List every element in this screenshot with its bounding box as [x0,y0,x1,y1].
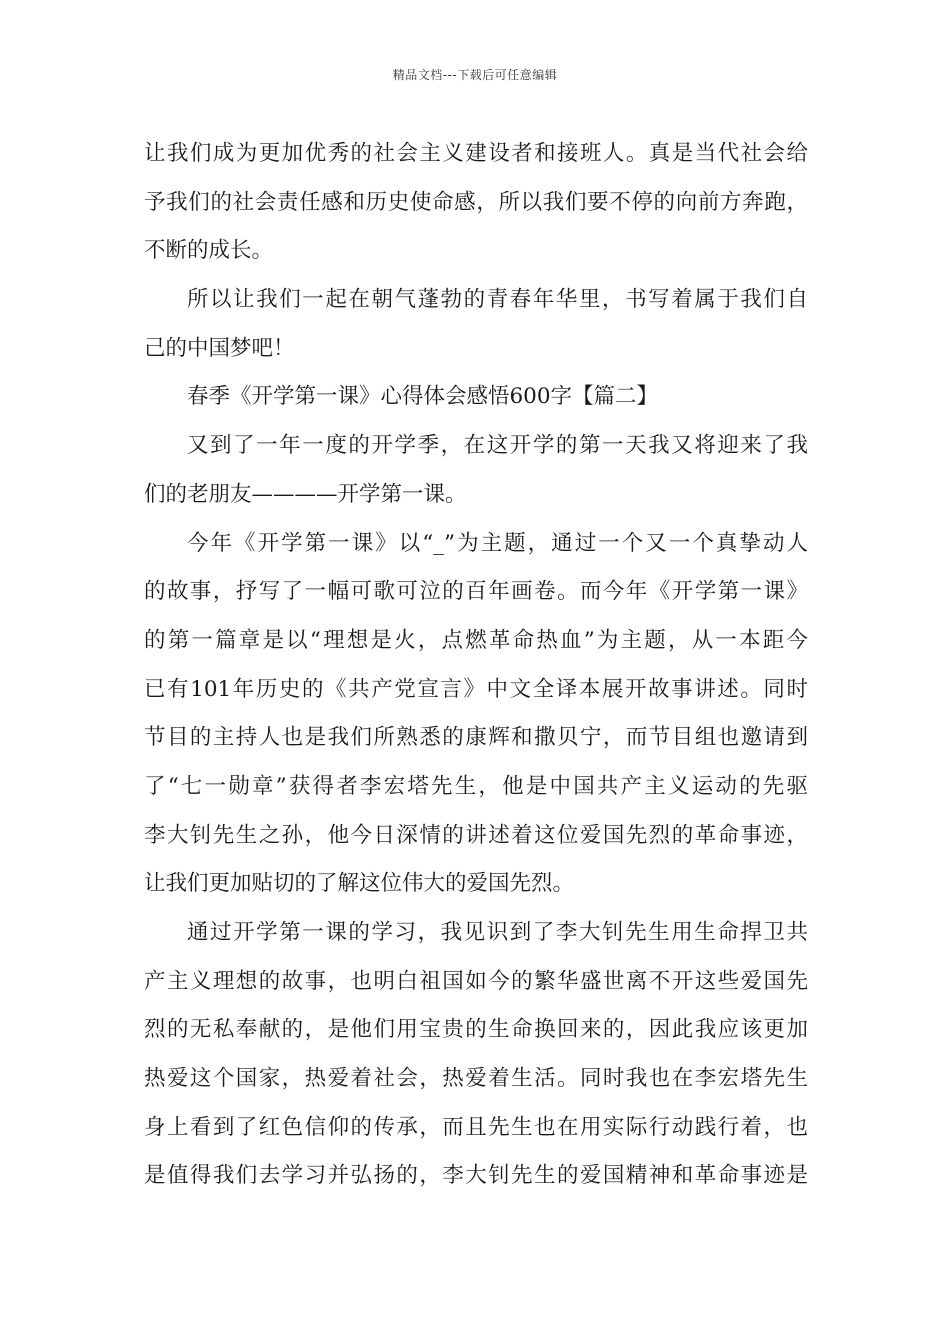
text-line: 李大钊先生之孙，他今日深情的讲述着这位爱国先烈的革命事迹， [144,822,808,848]
paragraph-first-line: 今年《开学第一课》以“_”为主题，通过一个又一个真挚动人 [187,530,808,556]
text-line: 已有101年历史的《共产党宣言》中文全译本展开故事讲述。同时 [144,676,808,702]
text-line: 让我们更加贴切的了解这位伟大的爱国先烈。 [144,871,575,897]
section-heading: 春季《开学第一课》心得体会感悟600字【篇二】 [187,384,659,410]
text-line: 节目的主持人也是我们所熟悉的康辉和撒贝宁，而节目组也邀请到 [144,725,808,751]
text-line: 己的中国梦吧！ [144,335,295,361]
paragraph-first-line: 所以让我们一起在朝气蓬勃的青春年华里，书写着属于我们自 [187,287,808,313]
text-line: 让我们成为更加优秀的社会主义建设者和接班人。真是当代社会给 [144,141,808,166]
document-body [144,130,808,1201]
text-line: 是值得我们去学习并弘扬的，李大钊先生的爱国精神和革命事迹是 [144,1163,808,1189]
text-line: 产主义理想的故事，也明白祖国如今的繁华盛世离不开这些爱国先 [144,968,808,994]
paragraph-first-line: 又到了一年一度的开学季，在这开学的第一天我又将迎来了我 [187,433,808,459]
text-line: 的第一篇章是以“理想是火，点燃革命热血”为主题，从一本距今 [144,627,808,653]
page-header: 精品文档---下载后可任意编辑 [392,68,558,82]
text-line: 不断的成长。 [144,238,274,264]
paragraph-first-line: 通过开学第一课的学习，我见识到了李大钊先生用生命捍卫共 [187,920,808,945]
text-line: 身上看到了红色信仰的传承，而且先生也在用实际行动践行着，也 [144,1114,808,1140]
text-line: 热爱这个国家，热爱着社会，热爱着生活。同时我也在李宏塔先生 [144,1066,808,1092]
text-line: 予我们的社会责任感和历史使命感，所以我们要不停的向前方奔跑， [144,189,808,215]
text-line: 了“七一勋章”获得者李宏塔先生，他是中国共产主义运动的先驱 [144,773,808,799]
text-line: 们的老朋友————开学第一课。 [144,481,467,507]
text-line: 的故事，抒写了一幅可歌可泣的百年画卷。而今年《开学第一课》 [144,579,808,605]
text-line: 烈的无私奉献的，是他们用宝贵的生命换回来的，因此我应该更加 [144,1017,808,1043]
